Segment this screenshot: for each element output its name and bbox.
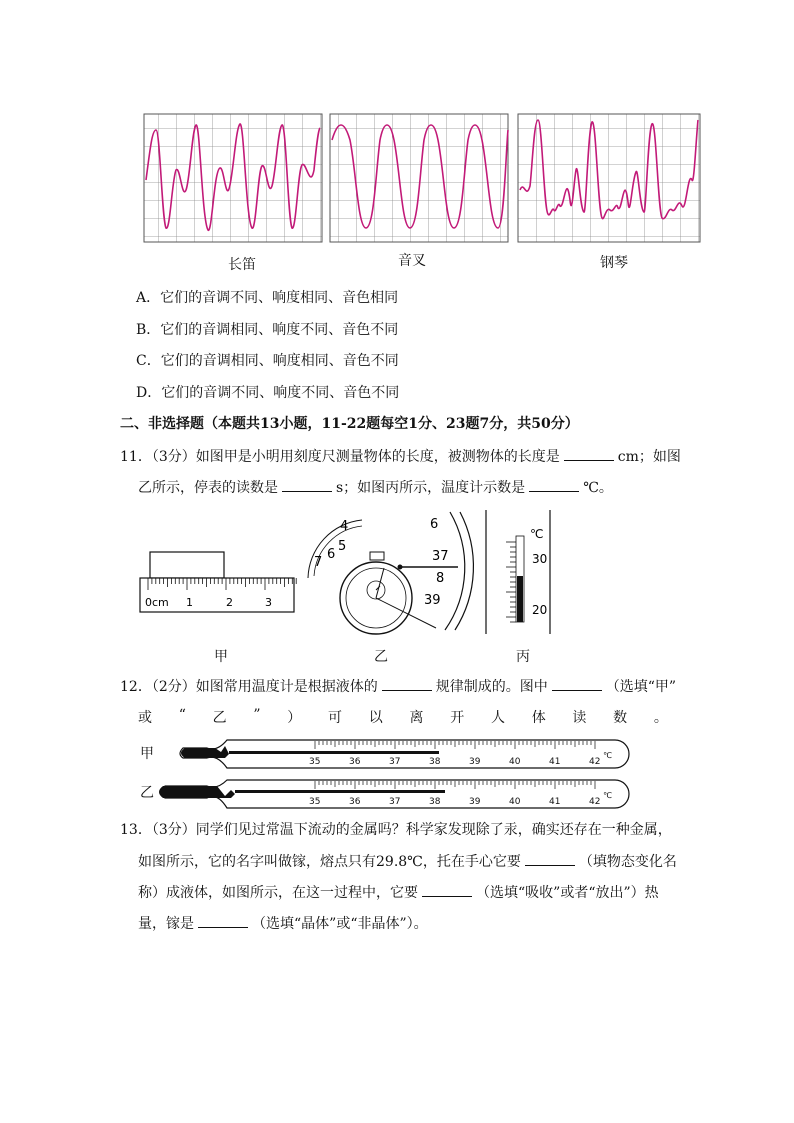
- option-c: C．它们的音调相同、响度相同、音色不同: [136, 353, 399, 369]
- ruler-label-0: 0cm: [145, 596, 169, 609]
- stopwatch-figure: [300, 510, 480, 640]
- dial-label-39: 39: [424, 593, 441, 608]
- q13-line1: 13．（3分）同学们见过常温下流动的金属吗？科学家发现除了汞，确实还存在一种金属，: [120, 822, 672, 838]
- thermo-liquid: [517, 576, 523, 622]
- q12-line2-char: 读: [572, 710, 587, 726]
- scale-label: 40: [509, 797, 521, 807]
- q13-blank-heat: [422, 882, 472, 897]
- section-heading: 二、非选择题（本题共13小题，11-22题每空1分、23题7分，共50分）: [120, 416, 579, 432]
- q11-text-1b: cm；如图: [617, 449, 681, 465]
- scale-label: 39: [469, 757, 481, 767]
- dial-label-5: 5: [338, 539, 347, 554]
- q12-line2-char: ）: [287, 710, 302, 726]
- dial-label-6: 6: [327, 547, 336, 562]
- tuning-fork-waveform-panel: [330, 114, 508, 242]
- ruler-figure: [138, 548, 298, 616]
- option-a: A．它们的音调不同、响度相同、音色相同: [136, 290, 399, 306]
- q13-text-2b: （填物态变化名: [578, 854, 677, 870]
- ruler-label-3: 3: [265, 596, 272, 609]
- ruler-label-2: 2: [226, 596, 233, 609]
- q12-line2-char: “: [178, 707, 186, 723]
- scale-label: 42: [589, 797, 601, 807]
- q12-line2-char: 。: [653, 710, 668, 726]
- scale-label: 36: [349, 797, 361, 807]
- waveform-figure: [140, 110, 705, 250]
- scale-label: 40: [509, 757, 521, 767]
- q12-line2-char: 离: [409, 710, 424, 726]
- scale-label: 38: [429, 757, 441, 767]
- dial-label-37: 37: [432, 549, 449, 564]
- scale-label: 41: [549, 797, 561, 807]
- q13-text-4b: （选填“晶体”或“非晶体”）。: [252, 916, 428, 932]
- dial-label-8: 8: [436, 571, 445, 586]
- tuning-fork-caption: 音叉: [398, 253, 426, 269]
- caption-yi: 乙: [374, 649, 388, 665]
- scale-label: 37: [389, 757, 401, 767]
- q12-line1: [120, 676, 676, 697]
- q12-blank-principle: [382, 676, 432, 691]
- thermo-label-20: 20: [532, 603, 548, 617]
- q13-line4: [138, 913, 428, 934]
- q13-line3: [138, 882, 659, 903]
- q12-line2-char: 数: [613, 710, 628, 726]
- scale-label: 39: [469, 797, 481, 807]
- flute-waveform-panel: [144, 114, 322, 242]
- option-b: B．它们的音调相同、响度不同、音色不同: [136, 322, 399, 338]
- caption-bing: 丙: [516, 649, 530, 665]
- q13-text-3b: （选填“吸收”或者“放出”）热: [476, 885, 659, 901]
- scale-label: 35: [309, 757, 321, 767]
- q12-blank-choice: [552, 676, 602, 691]
- q11-blank-stopwatch: [282, 477, 332, 492]
- q11-text-1a: 11．（3分）如图甲是小明用刻度尺测量物体的长度，被测物体的长度是: [120, 449, 560, 465]
- thermometer-jia-label: 甲: [140, 746, 154, 762]
- thermometer-jia: [180, 740, 629, 768]
- q12-text-1b: 规律制成的。图中: [435, 679, 548, 695]
- clinical-thermometers: [155, 736, 630, 810]
- option-d: D．它们的音调不同、响度不同、音色不同: [136, 385, 400, 401]
- q13-blank-change: [525, 851, 575, 866]
- scale-unit: ℃: [603, 751, 612, 760]
- q12-line2-char: 以: [368, 710, 383, 726]
- thermo-label-30: 30: [532, 552, 548, 566]
- q12-line2-char: 开: [450, 710, 465, 726]
- scale-label: 42: [589, 757, 601, 767]
- q13-blank-crystal: [198, 913, 248, 928]
- scale-label: 35: [309, 797, 321, 807]
- q13-line2: [138, 851, 677, 872]
- q11-blank-thermo: [529, 477, 579, 492]
- q12-line2-char: 乙: [212, 710, 227, 726]
- q11-text-2c: ℃。: [583, 480, 613, 496]
- q12-line2: [138, 707, 668, 727]
- q11-text-2b: s；如图丙所示，温度计示数是: [336, 480, 526, 496]
- scale-label: 38: [429, 797, 441, 807]
- flute-caption: 长笛: [228, 257, 256, 273]
- dial-label-4: 4: [340, 519, 349, 534]
- q11-blank-length: [564, 446, 614, 461]
- thermometer-figure: [482, 508, 562, 636]
- q12-text-1c: （选填“甲”: [605, 679, 677, 695]
- scale-unit: ℃: [603, 791, 612, 800]
- q11-line2: [138, 477, 613, 498]
- piano-caption: 钢琴: [600, 255, 628, 271]
- measured-object: [150, 552, 224, 578]
- thermometer-yi-label: 乙: [140, 785, 154, 801]
- scale-label: 36: [349, 757, 361, 767]
- q12-line2-char: 或: [138, 710, 152, 726]
- q11-line1: [120, 446, 681, 467]
- q12-text-1a: 12．（2分）如图常用温度计是根据液体的: [120, 679, 378, 695]
- q13-text-4a: 量，镓是: [138, 916, 194, 932]
- q13-text-2a: 如图所示，它的名字叫做镓，熔点只有29.8℃，托在手心它要: [138, 854, 521, 870]
- q12-line2-char: 可: [328, 710, 343, 726]
- dial-label-7: 7: [314, 555, 323, 570]
- caption-jia: 甲: [214, 649, 228, 665]
- thermo-unit: ℃: [530, 527, 544, 541]
- dial-label-6b: 6: [430, 517, 439, 532]
- q12-line2-char: 体: [531, 710, 546, 726]
- scale-label: 37: [389, 797, 401, 807]
- q12-line2-char: 人: [490, 710, 505, 726]
- q12-line2-char: ”: [253, 707, 261, 723]
- scale-label: 41: [549, 757, 561, 767]
- ruler-label-1: 1: [186, 596, 193, 609]
- q11-text-2a: 乙所示，停表的读数是: [138, 480, 278, 496]
- piano-waveform-panel: [518, 114, 700, 242]
- q13-text-3a: 称）成液体，如图所示，在这一过程中，它要: [138, 885, 418, 901]
